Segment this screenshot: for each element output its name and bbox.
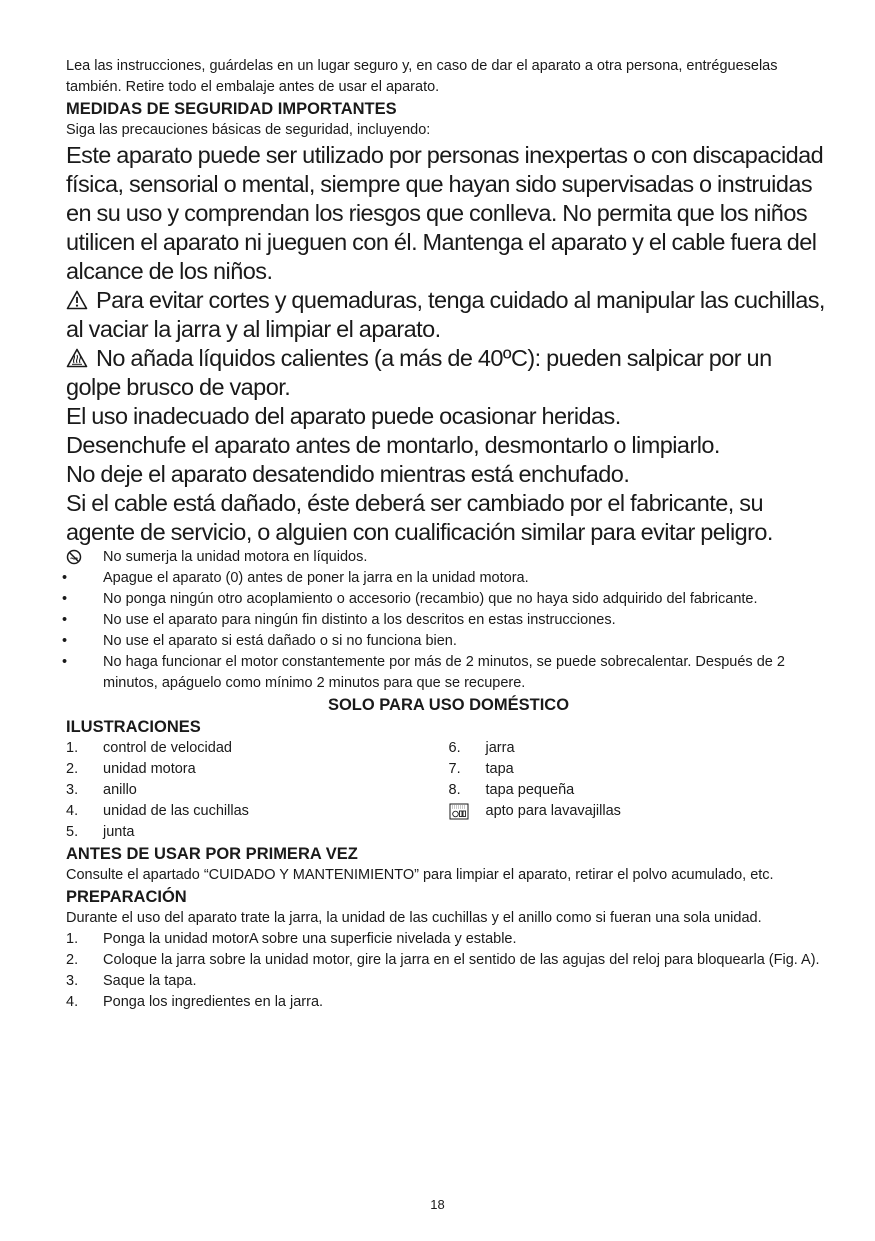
item-text: apto para lavavajillas <box>485 803 621 819</box>
list-item-text: Apague el aparato (0) antes de poner la jarra en la unidad motora. <box>103 570 529 586</box>
safety-statement-unplug: Desenchufe el aparato antes de montarlo, desmontarlo o limpiarlo. <box>66 432 720 458</box>
list-item <box>66 801 449 822</box>
safety-statement-cuts-text: Para evitar cortes y quemaduras, tenga cuidado al manipular las cuchillas, al vaciar la jarra y al limpiar el aparato. <box>66 287 825 342</box>
illustrations-heading: ILUSTRACIONES <box>66 718 201 736</box>
item-text: unidad de las cuchillas <box>103 803 249 819</box>
preparation-text: Durante el uso del aparato trate la jarra, la unidad de las cuchillas y el anillo como si fueran una sola unidad. <box>66 910 762 926</box>
preparation-heading: PREPARACIÓN <box>66 888 187 906</box>
intro-paragraph: Lea las instrucciones, guárdelas en un lugar seguro y, en caso de dar el aparato a otra persona, entrégueselas también. Retire todo el embalaje antes de usar el aparato. <box>66 58 778 95</box>
list-item-text: No use el aparato para ningún fin distinto a los descritos en estas instrucciones. <box>103 612 616 628</box>
list-item <box>449 780 832 801</box>
dishwasher-safe-icon <box>449 803 469 820</box>
step-text: Ponga los ingredientes en la jarra. <box>103 994 324 1010</box>
item-number: 1. <box>66 740 79 756</box>
item-number: 5. <box>66 824 79 840</box>
list-item <box>62 610 831 631</box>
list-item <box>66 929 831 950</box>
list-item <box>66 822 449 843</box>
step-text: Coloque la jarra sobre la unidad motor, gire la jarra en el sentido de las agujas del reloj para bloquearla (Fig. A). <box>103 952 820 968</box>
safety-statement-hot-liquids-text: No añada líquidos calientes (a más de 40ºC): pueden salpicar por un golpe brusco de vapor. <box>66 345 772 400</box>
list-item <box>66 992 831 1013</box>
safety-statement-cable: Si el cable está dañado, éste deberá ser cambiado por el fabricante, su agente de servicio, o alguien con cualificación similar para evitar peligro. <box>66 490 773 545</box>
item-number: 6. <box>448 740 461 756</box>
safety-statement-cuts <box>66 286 831 344</box>
bullet-marker: • <box>62 633 68 649</box>
list-item <box>62 631 831 652</box>
illustrations-left-column <box>66 738 449 843</box>
list-item <box>66 738 449 759</box>
page-number: 18 <box>430 1197 445 1212</box>
hot-surface-icon <box>66 348 88 368</box>
item-text: jarra <box>485 740 515 756</box>
item-text: unidad motora <box>103 761 196 777</box>
list-item <box>449 801 832 822</box>
bullet-marker: • <box>62 654 68 670</box>
before-first-use-heading: ANTES DE USAR POR PRIMERA VEZ <box>66 845 358 863</box>
item-number: 2. <box>66 761 79 777</box>
illustrations-list <box>66 738 831 843</box>
list-item <box>66 950 831 971</box>
item-number: 3. <box>66 782 79 798</box>
item-text: junta <box>103 824 135 840</box>
step-text: Saque la tapa. <box>103 973 197 989</box>
item-number: 7. <box>448 761 461 777</box>
document-page <box>62 56 831 1013</box>
no-immerse-icon <box>66 549 82 565</box>
list-item <box>62 652 831 694</box>
before-first-use-text: Consulte el apartado “CUIDADO Y MANTENIMIENTO” para limpiar el aparato, retirar el polvo acumulado, etc. <box>66 867 774 883</box>
safety-statement-misuse: El uso inadecuado del aparato puede ocasionar heridas. <box>66 403 621 429</box>
item-number: 8. <box>448 782 461 798</box>
warning-triangle-icon <box>66 290 88 310</box>
item-text: anillo <box>103 782 137 798</box>
list-item <box>62 568 831 589</box>
list-item <box>449 759 832 780</box>
list-item <box>66 971 831 992</box>
item-text: control de velocidad <box>103 740 232 756</box>
safety-statement-hot-liquids <box>66 344 831 402</box>
safety-heading: MEDIDAS DE SEGURIDAD IMPORTANTES <box>66 100 397 118</box>
list-item-text: No use el aparato si está dañado o si no funciona bien. <box>103 633 457 649</box>
no-immerse-item <box>66 547 831 568</box>
item-text: tapa <box>485 761 514 777</box>
illustrations-right-column <box>449 738 832 843</box>
domestic-use-heading: SOLO PARA USO DOMÉSTICO <box>327 696 570 714</box>
bullet-marker: • <box>62 612 68 628</box>
step-text: Ponga la unidad motorA sobre una superficie nivelada y estable. <box>103 931 517 947</box>
step-number: 4. <box>66 994 79 1010</box>
step-number: 3. <box>66 973 79 989</box>
safety-subheading: Siga las precauciones básicas de seguridad, incluyendo: <box>66 122 431 138</box>
step-number: 1. <box>66 931 79 947</box>
list-item-text: No haga funcionar el motor constantemente por más de 2 minutos, se puede sobrecalentar. Después de 2 minutos, apáguelo como mínimo 2 minutos para que se recupere. <box>103 654 785 691</box>
item-number: 4. <box>66 803 79 819</box>
no-immerse-text: No sumerja la unidad motora en líquidos. <box>103 549 368 565</box>
list-item <box>449 738 832 759</box>
bullet-marker: • <box>62 570 68 586</box>
safety-statement-unattended: No deje el aparato desatendido mientras está enchufado. <box>66 461 630 487</box>
step-number: 2. <box>66 952 79 968</box>
list-item <box>66 780 449 801</box>
list-item <box>62 589 831 610</box>
bullet-marker: • <box>62 591 68 607</box>
item-text: tapa pequeña <box>485 782 575 798</box>
list-item <box>66 759 449 780</box>
safety-statement-supervision: Este aparato puede ser utilizado por personas inexpertas o con discapacidad física, sensorial o mental, siempre que hayan sido supervisadas o instruidas en su uso y comprendan los riesgos que conlleva. No permita que los niños utilicen el aparato ni jueguen con él. Mantenga el aparato y el cable fuera del alcance de los niños. <box>66 142 824 284</box>
list-item-text: No ponga ningún otro acoplamiento o accesorio (recambio) que no haya sido adquirido del fabricante. <box>103 591 758 607</box>
